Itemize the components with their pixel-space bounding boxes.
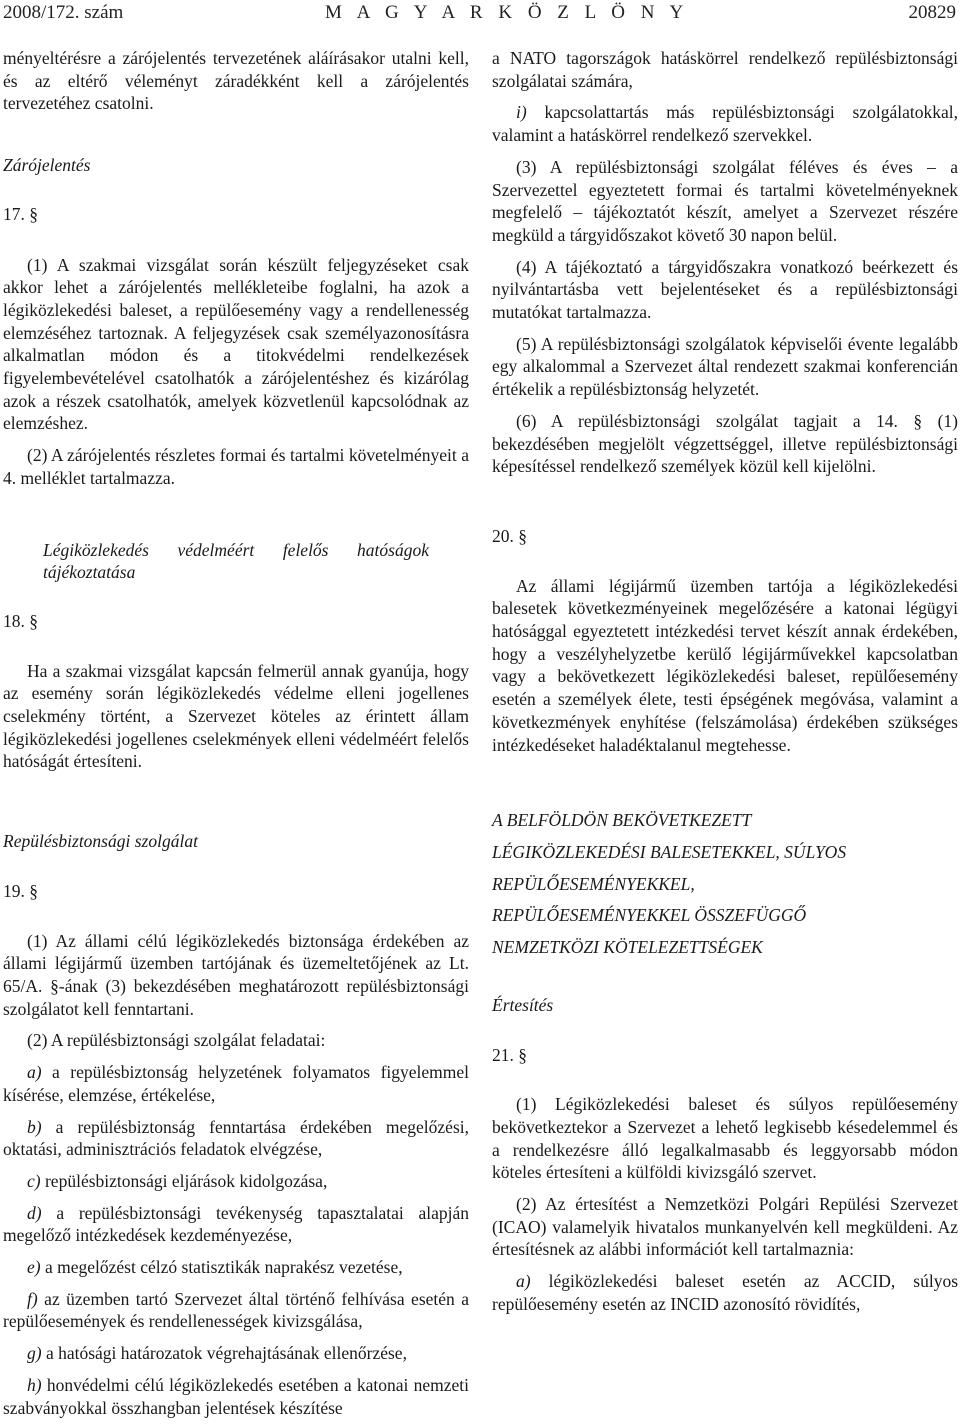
list-item: b) a repülésbiztonság fenntartása érdekében megelőzési, oktatási, adminisztrációs feladatok elvégzése,	[3, 1116, 469, 1160]
continued-list-item: a NATO tagországok hatáskörrel rendelkező repülésbiztonsági szolgálatai számára,	[492, 48, 958, 91]
section-18-number: 18. §	[3, 610, 38, 631]
left-column	[3, 47, 469, 1428]
section-19-paragraph-5: (5) A repülésbiztonsági szolgálatok képviselői évente legalább egy alkalommal a Szervezet által rendezett szakmai konferencián értékelik a repülésbiztonság helyzetét.	[492, 333, 958, 400]
section-21-number: 21. §	[492, 1044, 527, 1065]
list-item: a) légiközlekedési baleset esetén az ACCID, súlyos repülőesemény esetén az INCID azonosító rövidítés,	[492, 1271, 959, 1314]
section-17-number: 17. §	[3, 203, 38, 224]
page-header	[0, 0, 960, 27]
section-20-number: 20. §	[492, 525, 527, 546]
page-number: 20829	[908, 2, 956, 23]
section-19-paragraph-6: (6) A repülésbiztonsági szolgálat tagjait a 14. § (1) bekezdésében megjelölt végzettséggel, illetve repülésbiztonsági képesítéssel rendelkező személyek közül kell kijelölni.	[492, 410, 958, 477]
section-17-title: Zárójelentés	[3, 155, 91, 176]
section-18-title: Légiközlekedés védelméért felelős hatóságok tájékoztatása	[43, 539, 429, 583]
list-item: d) a repülésbiztonsági tevékenység tapasztalatai alapján megelőző intézkedések kezdeményezése,	[3, 1202, 470, 1246]
section-18-paragraph-1: Ha a szakmai vizsgálat kapcsán felmerül annak gyanúja, hogy az esemény során légiközlekedés védelme elleni jogellenes cselekmény történt, a Szervezet köteles az érintett állam légiközlekedési jogellenes cselekmények elleni védelméért felelős hatóságát értesíteni.	[3, 660, 469, 772]
section-19-paragraph-3: (3) A repülésbiztonsági szolgálat féléves és éves – a Szervezettel egyeztetett formai és tartalmi követelményeknek megfelelő – tájékoztatót készít, amelyet a Szervezet részére megküld a tárgyidőszakot követő 30 napon belül.	[492, 156, 958, 245]
section-17-paragraph-2: (2) A zárójelentés részletes formai és tartalmi követelményeit a 4. melléklet tartalmazza.	[3, 445, 469, 488]
list-item: g) a hatósági határozatok végrehajtásának ellenőrzése,	[27, 1343, 407, 1364]
section-19-title: Repülésbiztonsági szolgálat	[3, 831, 198, 852]
list-item: f) az üzemben tartó Szervezet által történő felhívása esetén a repülőesemények és rendellenességek kivizsgálása,	[3, 1288, 470, 1332]
continued-paragraph: ményeltérésre a zárójelentés tervezetének aláírásakor utalni kell, és az eltérő véleményt záradékként kell a zárójelentés tervezetéhez csatolni.	[3, 48, 469, 114]
issue-number: 2008/172. szám	[3, 2, 124, 23]
section-21-paragraph-1: (1) Légiközlekedési baleset és súlyos repülőesemény bekövetkeztekor a Szervezet a lehető legkisebb késedelemmel és a rendelkezésre álló legalkalmasabb és leggyorsabb módon köteles értesíteni a külföldi kivizsgáló szervet.	[492, 1094, 958, 1183]
section-19-paragraph-2: (2) A repülésbiztonsági szolgálat feladatai:	[27, 1030, 326, 1051]
section-17-paragraph-1: (1) A szakmai vizsgálat során készült feljegyzéseket csak akkor lehet a zárójelentés mellékleteibe foglalni, ha azok a légiközlekedési baleset, a repülőesemény vagy a rendellenesség elemzéséhez tartoznak. A feljegyzések csak személyazonosításra alkalmatlan módon és a titokvédelmi rendelkezések figyelembevételével csatolhatók a zárójelentéshez és kizárólag azok a részek csatolhatók, amelyek közvetlenül kapcsolódnak az elemzéshez.	[3, 254, 469, 434]
section-19-paragraph-4: (4) A tájékoztató a tárgyidőszakra vonatkozó beérkezett és nyilvántartásba vett bejelentéseket és a repülésbiztonsági mutatókat tartalmazza.	[492, 256, 958, 323]
chapter-title: A BELFÖLDÖN BEKÖVETKEZETT LÉGIKÖZLEKEDÉSI BALESETEKKEL, SÚLYOS REPÜLŐESEMÉNYEKKEL, REPÜLŐESEMÉNYEKKEL ÖSSZEFÜGGŐ NEMZETKÖZI KÖTELEZETTSÉGEK	[492, 810, 847, 958]
section-21-title: Értesítés	[492, 994, 554, 1015]
list-item: h) honvédelmi célú légiközlekedés esetében a katonai nemzeti szabványokkal összhangban jelentések készítése	[3, 1374, 469, 1418]
list-item: a) a repülésbiztonság helyzetének folyamatos figyelemmel kísérése, elemzése, értékelése,	[3, 1062, 470, 1105]
list-item: c) repülésbiztonsági eljárások kidolgozása,	[27, 1170, 328, 1191]
section-21-paragraph-2: (2) Az értesítést a Nemzetközi Polgári Repülési Szervezet (ICAO) valamelyik hivatalos munkanyelvén kell megküldeni. Az értesítésnek az alábbi információt kell tartalmaznia:	[492, 1194, 958, 1260]
list-item: i) kapcsolattartás más repülésbiztonsági szolgálatokkal, valamint a hatáskörrel rendelkező szervekkel.	[492, 102, 959, 146]
section-19-number: 19. §	[3, 880, 38, 901]
gazette-title: M A G Y A R K Ö Z L Ö N Y	[325, 2, 689, 23]
section-19-paragraph-1: (1) Az állami célú légiközlekedés biztonsága érdekében az állami légijármű üzemben tartójának és üzemeltetőjének az Lt. 65/A. §-ának (3) bekezdésében meghatározott repülésbiztonsági szolgálatot kell fenntartani.	[3, 930, 469, 1019]
list-item: e) a megelőzést célzó statisztikák naprakész vezetése,	[27, 1257, 403, 1278]
section-20-paragraph-1: Az állami légijármű üzemben tartója a légiközlekedési balesetek következményeinek megelőzésére a katonai légügyi hatósággal egyeztetett intézkedési tervet készít annak érdekében, hogy a veszélyhelyzetbe kerülő légijárművekkel kapcsolatban vagy a bekövetkezett légiközlekedési baleset, repülőesemény esetén a személyek élete, testi épségének megóvása, valamint a következmények enyhítése (felszámolása) érdekében szükséges intézkedéseket haladéktalanul megtehesse.	[492, 575, 958, 755]
right-column	[492, 47, 958, 1325]
